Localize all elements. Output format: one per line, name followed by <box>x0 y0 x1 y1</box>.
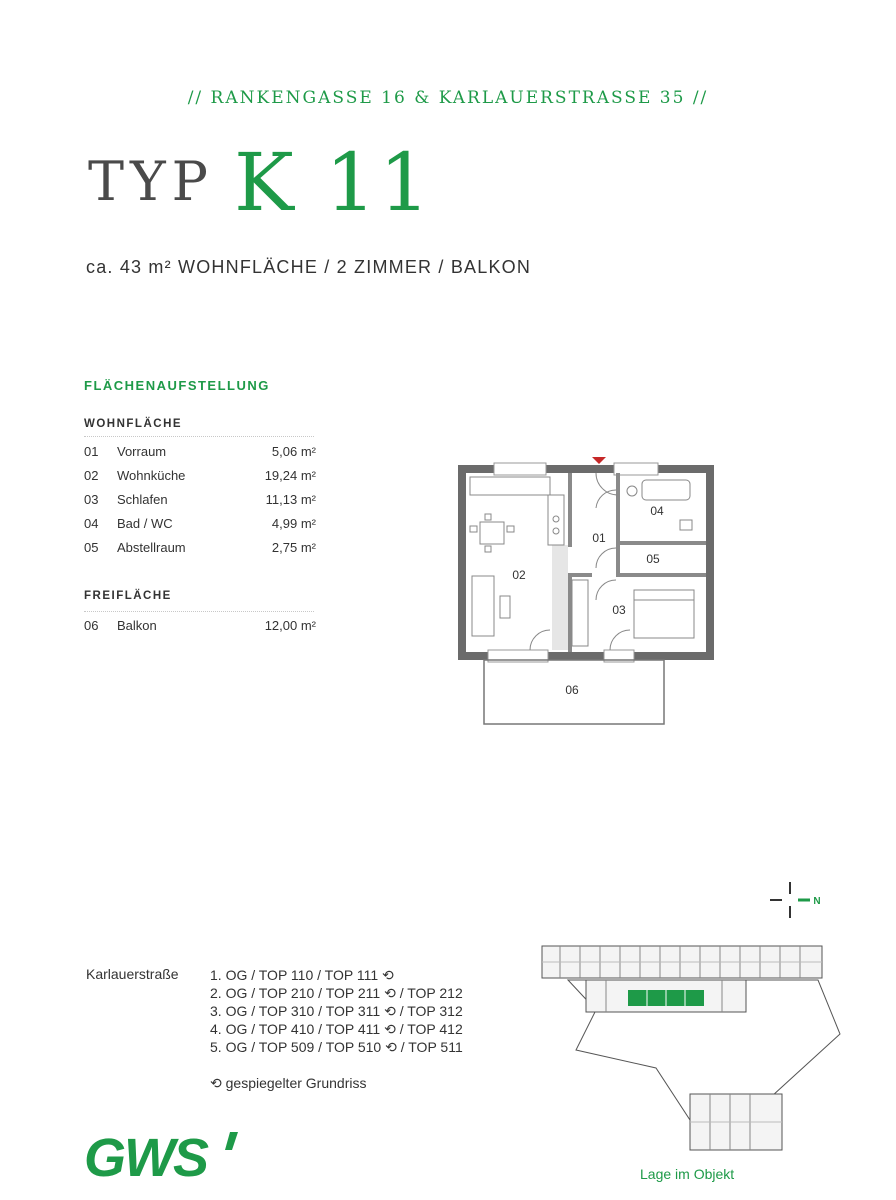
gws-logo <box>84 1128 244 1184</box>
room-name: Vorraum <box>117 444 167 459</box>
site-plan <box>530 936 850 1168</box>
room-name: Schlafen <box>117 492 168 507</box>
floor-entry: 5. OG / TOP 509 / TOP 510 ⟲ / TOP 511 <box>210 1039 463 1055</box>
room-name: Abstellraum <box>117 540 186 555</box>
table-row <box>84 468 316 488</box>
room-area: 12,00 m² <box>264 618 316 633</box>
floor-entry: 1. OG / TOP 110 / TOP 111 ⟲ <box>210 967 394 983</box>
room-name: Wohnküche <box>117 468 186 483</box>
room-label-05: 05 <box>646 552 660 566</box>
room-area: 19,24 m² <box>264 468 316 483</box>
compass-icon <box>764 876 828 924</box>
table-row <box>84 492 316 512</box>
wohnflaeche-title: WOHNFLÄCHE <box>84 418 183 430</box>
room-name: Bad / WC <box>117 516 173 531</box>
entrance-marker-icon <box>592 457 606 464</box>
room-area: 5,06 m² <box>271 444 316 459</box>
divider <box>84 436 314 437</box>
floor-entry: 2. OG / TOP 210 / TOP 211 ⟲ / TOP 212 <box>210 985 463 1001</box>
logo-text: GWS <box>84 1128 207 1184</box>
address-line: // RANKENGASSE 16 & KARLAUERSTRASSE 35 // <box>187 88 709 108</box>
apartment-summary: ca. 43 m² WOHNFLÄCHE / 2 ZIMMER / BALKON <box>86 257 532 277</box>
mirror-note: ⟲ gespiegelter Grundriss <box>210 1075 367 1091</box>
room-label-04: 04 <box>650 504 664 518</box>
room-number: 05 <box>84 540 99 555</box>
table-row <box>84 618 316 638</box>
room-area: 4,99 m² <box>271 516 316 531</box>
floor-list <box>210 966 463 1056</box>
logo-accent-icon <box>225 1132 238 1150</box>
compass-letter: N <box>813 896 821 907</box>
type-code: K 11 <box>234 136 433 229</box>
room-label-06: 06 <box>565 683 579 697</box>
room-label-01: 01 <box>592 531 606 545</box>
floor-entry: 3. OG / TOP 310 / TOP 311 ⟲ / TOP 312 <box>210 1003 463 1019</box>
areas-title: FLÄCHENAUFSTELLUNG <box>84 378 270 393</box>
room-number: 02 <box>84 468 99 483</box>
table-row <box>84 516 316 536</box>
room-number: 04 <box>84 516 99 531</box>
floor-entry: 4. OG / TOP 410 / TOP 411 ⟲ / TOP 412 <box>210 1021 463 1037</box>
divider <box>84 611 314 612</box>
room-label-03: 03 <box>612 603 626 617</box>
floor-plan <box>450 450 730 740</box>
type-label: TYP <box>88 150 214 213</box>
room-number: 01 <box>84 444 99 459</box>
room-number: 03 <box>84 492 99 507</box>
table-row <box>84 444 316 464</box>
site-plan-caption: Lage im Objekt <box>640 1166 735 1182</box>
table-row <box>84 540 316 560</box>
freiflaeche-title: FREIFLÄCHE <box>84 590 172 602</box>
room-number: 06 <box>84 618 99 633</box>
room-area: 2,75 m² <box>271 540 316 555</box>
street-label: Karlauerstraße <box>86 966 179 982</box>
room-area: 11,13 m² <box>265 492 316 507</box>
room-label-02: 02 <box>512 568 526 582</box>
room-name: Balkon <box>117 618 157 633</box>
